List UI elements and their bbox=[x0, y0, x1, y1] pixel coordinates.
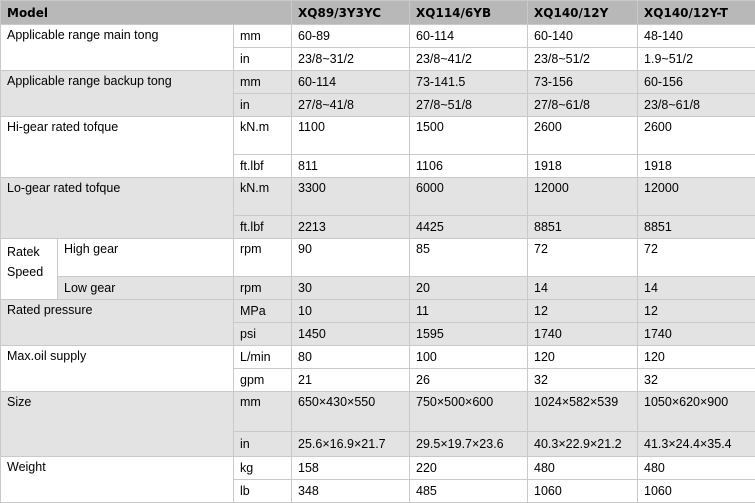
header-col: XQ89/3Y3YC bbox=[292, 1, 410, 25]
value-cell: 25.6×16.9×21.7 bbox=[292, 432, 410, 457]
value-cell: 80 bbox=[292, 346, 410, 369]
value-cell: 1060 bbox=[528, 480, 638, 503]
value-cell: 1740 bbox=[638, 323, 755, 346]
value-cell: 1918 bbox=[638, 155, 755, 178]
value-cell: 2600 bbox=[638, 117, 755, 155]
value-cell: 11 bbox=[410, 300, 528, 323]
header-col: XQ140/12Y-T bbox=[638, 1, 755, 25]
value-cell: 60-114 bbox=[410, 25, 528, 48]
row-label: Max.oil supply bbox=[1, 346, 234, 392]
value-cell: 1106 bbox=[410, 155, 528, 178]
value-cell: 41.3×24.4×35.4 bbox=[638, 432, 755, 457]
value-cell: 60-114 bbox=[292, 71, 410, 94]
sub-label: High gear bbox=[58, 239, 234, 277]
value-cell: 750×500×600 bbox=[410, 392, 528, 432]
value-cell: 10 bbox=[292, 300, 410, 323]
value-cell: 485 bbox=[410, 480, 528, 503]
table-row bbox=[1, 25, 755, 48]
table-row bbox=[1, 239, 755, 277]
value-cell: 1050×620×900 bbox=[638, 392, 755, 432]
table-row bbox=[1, 392, 755, 432]
row-label: Size bbox=[1, 392, 234, 457]
value-cell: 73-141.5 bbox=[410, 71, 528, 94]
unit-cell: gpm bbox=[234, 369, 292, 392]
value-cell: 1100 bbox=[292, 117, 410, 155]
table-row bbox=[1, 300, 755, 323]
value-cell: 21 bbox=[292, 369, 410, 392]
value-cell: 73-156 bbox=[528, 71, 638, 94]
value-cell: 1918 bbox=[528, 155, 638, 178]
header-model: Model bbox=[1, 1, 292, 25]
value-cell: 220 bbox=[410, 457, 528, 480]
value-cell: 1060 bbox=[638, 480, 755, 503]
value-cell: 27/8~51/8 bbox=[410, 94, 528, 117]
value-cell: 8851 bbox=[528, 216, 638, 239]
value-cell: 1.9~51/2 bbox=[638, 48, 755, 71]
value-cell: 811 bbox=[292, 155, 410, 178]
unit-cell: kg bbox=[234, 457, 292, 480]
value-cell: 72 bbox=[638, 239, 755, 277]
table-row bbox=[1, 277, 755, 300]
table-row bbox=[1, 71, 755, 94]
unit-cell: rpm bbox=[234, 277, 292, 300]
value-cell: 1500 bbox=[410, 117, 528, 155]
value-cell: 100 bbox=[410, 346, 528, 369]
value-cell: 1740 bbox=[528, 323, 638, 346]
value-cell: 32 bbox=[638, 369, 755, 392]
value-cell: 120 bbox=[638, 346, 755, 369]
unit-cell: mm bbox=[234, 71, 292, 94]
value-cell: 85 bbox=[410, 239, 528, 277]
row-label: Ratek Speed bbox=[1, 239, 58, 300]
header-col: XQ114/6YB bbox=[410, 1, 528, 25]
value-cell: 3300 bbox=[292, 178, 410, 216]
value-cell: 2213 bbox=[292, 216, 410, 239]
unit-cell: L/min bbox=[234, 346, 292, 369]
value-cell: 8851 bbox=[638, 216, 755, 239]
value-cell: 27/8~61/8 bbox=[528, 94, 638, 117]
table-row bbox=[1, 346, 755, 369]
value-cell: 12 bbox=[638, 300, 755, 323]
value-cell: 40.3×22.9×21.2 bbox=[528, 432, 638, 457]
unit-cell: lb bbox=[234, 480, 292, 503]
row-label: Applicable range backup tong bbox=[1, 71, 234, 117]
value-cell: 158 bbox=[292, 457, 410, 480]
sub-label: Low gear bbox=[58, 277, 234, 300]
unit-cell: kN.m bbox=[234, 117, 292, 155]
table-row bbox=[1, 117, 755, 155]
value-cell: 14 bbox=[528, 277, 638, 300]
value-cell: 480 bbox=[638, 457, 755, 480]
value-cell: 12000 bbox=[528, 178, 638, 216]
value-cell: 23/8~51/2 bbox=[528, 48, 638, 71]
value-cell: 4425 bbox=[410, 216, 528, 239]
value-cell: 30 bbox=[292, 277, 410, 300]
value-cell: 20 bbox=[410, 277, 528, 300]
value-cell: 2600 bbox=[528, 117, 638, 155]
value-cell: 90 bbox=[292, 239, 410, 277]
unit-cell: mm bbox=[234, 392, 292, 432]
unit-cell: in bbox=[234, 48, 292, 71]
value-cell: 23/8~31/2 bbox=[292, 48, 410, 71]
value-cell: 348 bbox=[292, 480, 410, 503]
value-cell: 480 bbox=[528, 457, 638, 480]
value-cell: 72 bbox=[528, 239, 638, 277]
value-cell: 6000 bbox=[410, 178, 528, 216]
value-cell: 48-140 bbox=[638, 25, 755, 48]
unit-cell: MPa bbox=[234, 300, 292, 323]
value-cell: 60-140 bbox=[528, 25, 638, 48]
row-label: Hi-gear rated tofque bbox=[1, 117, 234, 178]
unit-cell: in bbox=[234, 432, 292, 457]
value-cell: 23/8~41/2 bbox=[410, 48, 528, 71]
value-cell: 23/8~61/8 bbox=[638, 94, 755, 117]
value-cell: 12000 bbox=[638, 178, 755, 216]
row-label: Rated pressure bbox=[1, 300, 234, 346]
value-cell: 60-89 bbox=[292, 25, 410, 48]
value-cell: 27/8~41/8 bbox=[292, 94, 410, 117]
unit-cell: psi bbox=[234, 323, 292, 346]
value-cell: 29.5×19.7×23.6 bbox=[410, 432, 528, 457]
unit-cell: ft.lbf bbox=[234, 216, 292, 239]
unit-cell: rpm bbox=[234, 239, 292, 277]
value-cell: 650×430×550 bbox=[292, 392, 410, 432]
unit-cell: mm bbox=[234, 25, 292, 48]
row-label: Lo-gear rated tofque bbox=[1, 178, 234, 239]
header-row bbox=[1, 1, 755, 25]
value-cell: 14 bbox=[638, 277, 755, 300]
value-cell: 26 bbox=[410, 369, 528, 392]
value-cell: 120 bbox=[528, 346, 638, 369]
value-cell: 1024×582×539 bbox=[528, 392, 638, 432]
header-col: XQ140/12Y bbox=[528, 1, 638, 25]
value-cell: 12 bbox=[528, 300, 638, 323]
row-label: Weight bbox=[1, 457, 234, 503]
table-row bbox=[1, 178, 755, 216]
table-row bbox=[1, 457, 755, 480]
value-cell: 1595 bbox=[410, 323, 528, 346]
value-cell: 32 bbox=[528, 369, 638, 392]
row-label: Applicable range main tong bbox=[1, 25, 234, 71]
unit-cell: kN.m bbox=[234, 178, 292, 216]
value-cell: 1450 bbox=[292, 323, 410, 346]
unit-cell: in bbox=[234, 94, 292, 117]
value-cell: 60-156 bbox=[638, 71, 755, 94]
unit-cell: ft.lbf bbox=[234, 155, 292, 178]
